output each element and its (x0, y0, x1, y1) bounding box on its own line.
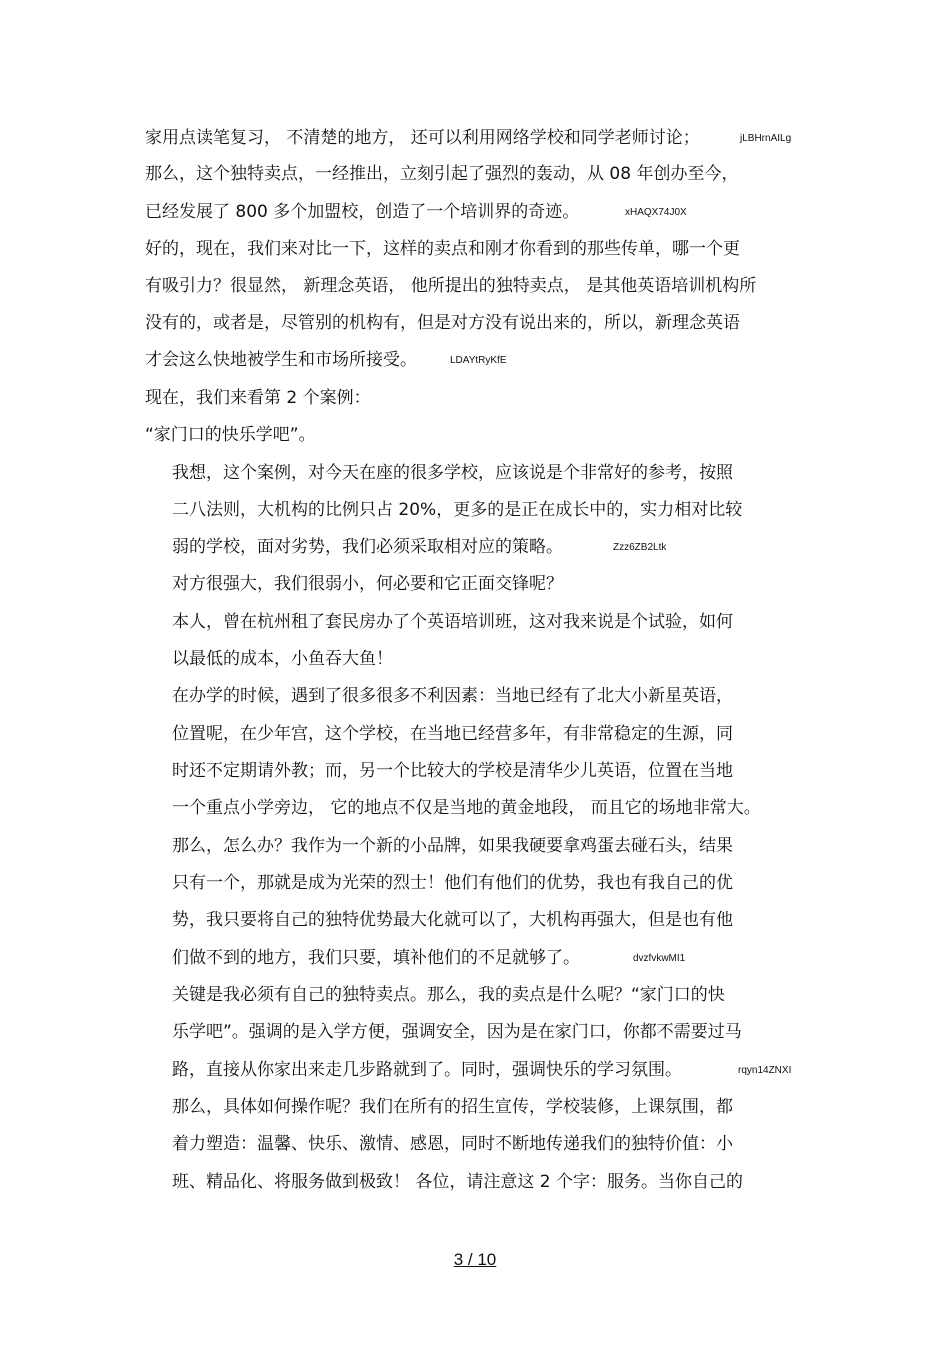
text-line: 才会这么快地被学生和市场所接受。 (145, 350, 417, 370)
text-line: 那么，怎么办？我作为一个新的小品牌，如果我硬要拿鸡蛋去碰石头，结果 (172, 836, 733, 856)
watermark-code: LDAYtRyKfE (450, 355, 507, 366)
text-line: 们做不到的地方，我们只要，填补他们的不足就够了。 (172, 948, 580, 968)
text-line: 一个重点小学旁边， 它的地点不仅是当地的黄金地段， 而且它的场地非常大。 (172, 798, 761, 818)
text-line: 对方很强大，我们很弱小，何必要和它正面交锋呢？ (172, 574, 563, 594)
text-line: 位置呢，在少年宫，这个学校，在当地已经营多年，有非常稳定的生源，同 (172, 724, 733, 744)
text-line: 本人，曾在杭州租了套民房办了个英语培训班，这对我来说是个试验，如何 (172, 612, 733, 632)
text-line: 有吸引力？很显然， 新理念英语， 他所提出的独特卖点， 是其他英语培训机构所 (145, 276, 757, 296)
watermark-code: rqyn14ZNXI (738, 1065, 792, 1076)
watermark-code: Zzz6ZB2Ltk (613, 542, 667, 553)
text-line: 弱的学校，面对劣势，我们必须采取相对应的策略。 (172, 537, 563, 557)
text-line: 着力塑造：温馨、快乐、激情、感恩，同时不断地传递我们的独特价值：小 (172, 1134, 733, 1154)
text-line: 已经发展了 800 多个加盟校，创造了一个培训界的奇迹。 (145, 202, 580, 222)
text-line: 以最低的成本，小鱼吞大鱼！ (172, 649, 393, 669)
text-line: 只有一个，那就是成为光荣的烈士！他们有他们的优势，我也有我自己的优 (172, 873, 733, 893)
page-number: 3 / 10 (453, 1250, 497, 1269)
text-line: 现在，我们来看第 2 个案例： (145, 388, 371, 408)
text-line: 班、精品化、将服务做到极致！ 各位，请注意这 2 个字：服务。当你自己的 (172, 1172, 744, 1192)
watermark-code: xHAQX74J0X (625, 207, 687, 218)
watermark-code: jLBHrnAILg (740, 133, 792, 144)
text-line: 在办学的时候，遇到了很多很多不利因素：当地已经有了北大小新星英语， (172, 686, 733, 706)
text-line: 势，我只要将自己的独特优势最大化就可以了，大机构再强大，但是也有他 (172, 910, 733, 930)
text-line: 没有的，或者是，尽管别的机构有，但是对方没有说出来的，所以，新理念英语 (145, 313, 740, 333)
text-line: 乐学吧”。强调的是入学方便，强调安全，因为是在家门口，你都不需要过马 (172, 1022, 742, 1042)
text-line: 好的，现在，我们来对比一下，这样的卖点和刚才你看到的那些传单，哪一个更 (145, 239, 740, 259)
text-line: 家用点读笔复习， 不清楚的地方， 还可以利用网络学校和同学老师讨论； (145, 128, 700, 148)
text-line: 那么，这个独特卖点，一经推出，立刻引起了强烈的轰动，从 08 年创办至今， (145, 164, 739, 184)
text-line: 关键是我必须有自己的独特卖点。那么，我的卖点是什么呢？“家门口的快 (172, 985, 725, 1005)
text-line: 我想，这个案例，对今天在座的很多学校，应该说是个非常好的参考，按照 (172, 463, 733, 483)
text-line: 路，直接从你家出来走几步路就到了。同时，强调快乐的学习氛围。 (172, 1060, 682, 1080)
page-footer (0, 1250, 950, 1270)
text-line: “家门口的快乐学吧”。 (145, 425, 316, 445)
text-line: 那么，具体如何操作呢？我们在所有的招生宣传，学校装修，上课氛围，都 (172, 1097, 733, 1117)
text-line: 二八法则，大机构的比例只占 20%，更多的是正在成长中的，实力相对比较 (172, 500, 743, 520)
text-line: 时还不定期请外教；而，另一个比较大的学校是清华少儿英语，位置在当地 (172, 761, 733, 781)
watermark-code: dvzfvkwMI1 (633, 953, 686, 964)
